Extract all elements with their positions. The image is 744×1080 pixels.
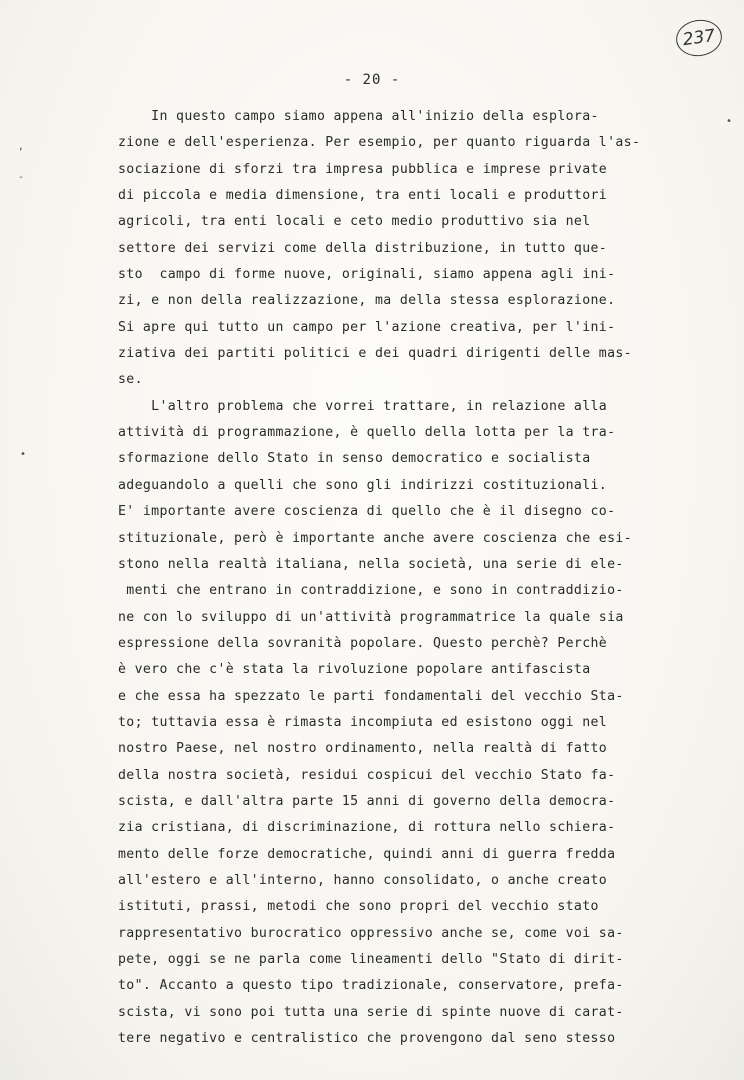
margin-mark: -	[18, 172, 25, 183]
text-line: agricoli, tra enti locali e ceto medio produttivo sia nel	[118, 214, 591, 230]
text-line: sto campo di forme nuove, originali, siamo appena agli ini-	[118, 267, 616, 283]
text-line: espressione della sovranità popolare. Questo perchè? Perchè	[118, 635, 608, 651]
text-line: scista, vi sono poi tutta una serie di spinte nuove di carat-	[118, 1004, 624, 1020]
text-line: E' importante avere coscienza di quello che è il disegno co-	[118, 504, 616, 520]
text-line: ziativa dei partiti politici e dei quadri dirigenti delle mas-	[118, 346, 632, 362]
text-line: zione e dell'esperienza. Per esempio, per quanto riguarda l'as-	[118, 135, 641, 151]
text-line: Si apre qui tutto un campo per l'azione creativa, per l'ini-	[118, 319, 616, 335]
text-line: scista, e dall'altra parte 15 anni di governo della democra-	[118, 793, 616, 809]
text-line: settore dei servizi come della distribuzione, in tutto que-	[118, 240, 608, 256]
text-line: to". Accanto a questo tipo tradizionale, conservatore, prefa-	[118, 978, 624, 994]
text-line: e che essa ha spezzato le parti fondamentali del vecchio Sta-	[118, 688, 624, 704]
text-line: zia cristiana, di discriminazione, di rottura nello schiera-	[118, 820, 616, 836]
text-line: In questo campo siamo appena all'inizio della esplora-	[118, 109, 599, 124]
margin-mark: •	[726, 116, 733, 127]
text-line: menti che entrano in contraddizione, e sono in contraddizio-	[118, 583, 624, 599]
page-number: - 20 -	[343, 72, 401, 88]
text-line: L'altro problema che vorrei trattare, in relazione alla	[118, 398, 608, 414]
text-line: sociazione di sforzi tra impresa pubblica e imprese private	[118, 161, 608, 177]
text-line: stono nella realtà italiana, nella società, una serie di ele-	[118, 556, 624, 572]
text-line: pete, oggi se ne parla come lineamenti dello "Stato di dirit-	[118, 952, 624, 967]
text-line: zi, e non della realizzazione, ma della stessa esplorazione.	[118, 293, 616, 309]
archive-number-stamp: 237	[674, 17, 725, 59]
text-line: è vero che c'è stata la rivoluzione popolare antifascista	[118, 662, 591, 678]
text-line: rappresentativo burocratico oppressivo anche se, come voi sa-	[118, 925, 624, 941]
text-line: stituzionale, però è importante anche avere coscienza che esi-	[118, 530, 632, 546]
text-line: all'estero e all'interno, hanno consolidato, o anche creato	[118, 872, 608, 888]
text-line: nostro Paese, nel nostro ordinamento, nella realtà di fatto	[118, 741, 608, 757]
text-line: istituti, prassi, metodi che sono propri del vecchio stato	[118, 899, 599, 915]
text-line: ne con lo sviluppo di un'attività programmatrice la quale sia	[118, 609, 624, 625]
text-line: della nostra società, residui cospicui del vecchio Stato fa-	[118, 767, 616, 783]
text-line: mento delle forze democratiche, quindi anni di guerra fredda	[118, 846, 616, 862]
margin-mark: ,	[18, 141, 25, 152]
text-line: di piccola e media dimensione, tra enti locali e produttori	[118, 188, 608, 204]
text-line: tere negativo e centralistico che provengono dal seno stesso	[118, 1031, 616, 1047]
text-line: sformazione dello Stato in senso democratico e socialista	[118, 451, 591, 467]
text-line: se.	[118, 372, 143, 388]
text-line: to; tuttavia essa è rimasta incompiuta ed esistono oggi nel	[118, 714, 608, 730]
text-line: adeguandolo a quelli che sono gli indirizzi costituzionali.	[118, 477, 608, 493]
body-text	[118, 104, 678, 1052]
text-line: attività di programmazione, è quello della lotta per la tra-	[118, 425, 616, 441]
margin-mark: •	[20, 449, 27, 460]
